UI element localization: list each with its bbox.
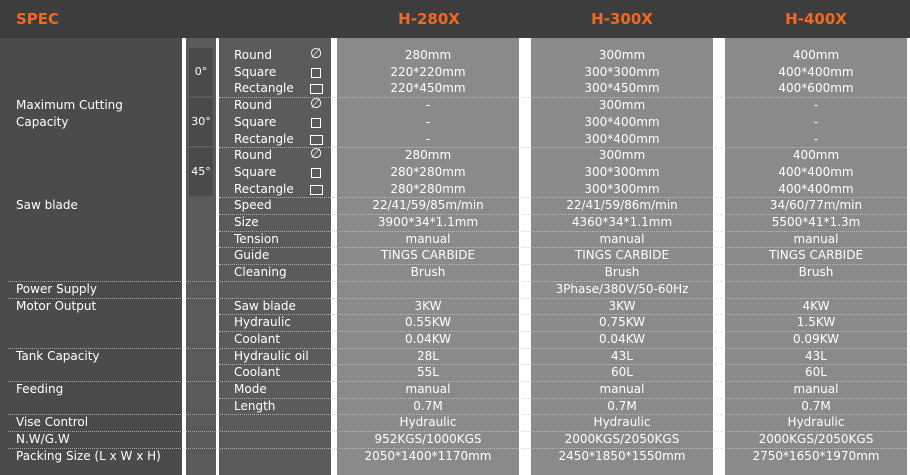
value-cell: 28L [417, 348, 439, 363]
param-label: Coolant [234, 331, 281, 346]
cutting-value-cell: 300*300mm [584, 181, 660, 196]
row-divider [219, 231, 907, 232]
cutting-value-cell: 300*300mm [584, 164, 660, 179]
spec-label: Packing Size (L x W x H) [16, 448, 161, 463]
cutting-value-cell: 280*280mm [390, 164, 466, 179]
value-cell: 4KW [802, 298, 830, 313]
square-icon [311, 168, 321, 178]
value-cell: TINGS CARBIDE [768, 248, 864, 263]
cutting-value-cell: 300mm [598, 48, 646, 62]
param-label: Hydraulic oil [234, 348, 309, 363]
shape-label-square: Square [234, 164, 277, 179]
cutting-value-cell: 400*400mm [778, 181, 854, 196]
spec-label: Tank Capacity [16, 348, 100, 363]
value-cell: 0.04KW [404, 331, 452, 346]
param-label: Hydraulic [234, 315, 291, 330]
value-cell: TINGS CARBIDE [574, 248, 670, 263]
diameter-icon: ∅ [310, 46, 323, 62]
row-divider [219, 331, 907, 332]
param-label: Size [234, 215, 259, 229]
cutting-value-cell: 220*450mm [390, 81, 466, 96]
model-h400x-heading: H-400X [785, 10, 847, 28]
value-cell: 3KW [414, 298, 442, 313]
shape-label-rectangle: Rectangle [234, 81, 294, 96]
rectangle-icon [310, 84, 323, 94]
param-label: Coolant [234, 365, 281, 380]
shape-label-rectangle: Rectangle [234, 131, 294, 146]
square-icon [311, 118, 321, 128]
value-cell: manual [793, 231, 839, 246]
angle-label: 30° [191, 114, 211, 128]
cutting-value-cell: - [813, 114, 819, 129]
row-divider [219, 398, 907, 399]
value-cell: Hydraulic [593, 415, 651, 430]
cutting-value-cell: - [813, 131, 819, 146]
param-label: Guide [234, 248, 270, 263]
value-cell: 55L [417, 365, 439, 380]
cutting-value-cell: 400mm [792, 48, 840, 62]
value-cell: 2050*1400*1170mm [364, 448, 492, 463]
value-cell: 43L [805, 348, 827, 363]
value-cell: 43L [611, 348, 633, 363]
spec-label: Feeding [16, 382, 64, 396]
diameter-icon: ∅ [310, 146, 323, 163]
merged-value-cell: 3Phase/380V/50-60Hz [555, 281, 689, 296]
row-divider [219, 247, 907, 248]
cutting-value-cell: 300*400mm [584, 131, 660, 146]
shape-label-round: Round [234, 48, 272, 62]
cutting-value-cell: 280mm [404, 48, 452, 62]
value-cell: Brush [604, 265, 640, 280]
cutting-value-cell: - [425, 131, 431, 146]
cutting-value-cell: 300mm [598, 148, 646, 163]
value-cell: manual [405, 382, 451, 396]
row-divider [219, 364, 907, 365]
model-h300x-heading: H-300X [591, 10, 653, 28]
spec-heading: SPEC [16, 10, 60, 28]
value-cell: 4360*34*1.1mm [571, 215, 673, 229]
param-label: Mode [234, 382, 267, 396]
cutting-value-cell: 400*400mm [778, 164, 854, 179]
cutting-value-cell: 300*300mm [584, 64, 660, 79]
value-cell: 1.5KW [796, 315, 836, 330]
value-cell: 34/60/77m/min [769, 198, 863, 213]
value-cell: Hydraulic [399, 415, 457, 430]
value-cell: 22/41/59/85m/min [372, 198, 484, 213]
value-cell: 0.75KW [598, 315, 646, 330]
shape-label-round: Round [234, 98, 272, 113]
value-cell: 22/41/59/86m/min [566, 198, 678, 213]
value-cell: 5500*41*1.3m [771, 215, 861, 229]
shape-label-square: Square [234, 114, 277, 129]
model-h280x-heading: H-280X [398, 10, 460, 28]
row-divider [219, 314, 907, 315]
row-divider [219, 214, 907, 215]
shape-label-square: Square [234, 64, 277, 79]
value-cell: manual [793, 382, 839, 396]
cutting-value-cell: 300mm [598, 98, 646, 113]
cutting-value-cell: - [813, 98, 819, 113]
value-cell: 0.7M [413, 398, 443, 413]
param-label: Saw blade [234, 298, 296, 313]
cutting-value-cell: 400*600mm [778, 81, 854, 96]
angle-label: 0° [194, 64, 208, 78]
value-cell: 0.55KW [404, 315, 452, 330]
value-cell: Brush [798, 265, 834, 280]
value-cell: manual [405, 231, 451, 246]
value-cell: 60L [611, 365, 633, 380]
cutting-value-cell: - [425, 114, 431, 129]
cutting-value-cell: 400mm [792, 148, 840, 163]
value-cell: Brush [410, 265, 446, 280]
value-cell: 2450*1850*1550mm [558, 448, 686, 463]
value-cell: 3900*34*1.1mm [377, 215, 479, 229]
rectangle-icon [310, 135, 323, 145]
value-cell: 60L [805, 365, 827, 380]
value-cell: 2000KGS/2050KGS [758, 432, 874, 447]
value-cell: 2000KGS/2050KGS [564, 432, 680, 447]
cutting-capacity-label-1: Maximum Cutting [16, 98, 123, 113]
param-label: Tension [234, 231, 279, 246]
diameter-icon: ∅ [310, 96, 323, 113]
spec-label: Saw blade [16, 198, 78, 213]
value-cell: manual [599, 382, 645, 396]
value-cell: 2750*1650*1970mm [752, 448, 880, 463]
value-cell: TINGS CARBIDE [380, 248, 476, 263]
value-cell: 0.7M [607, 398, 637, 413]
rectangle-icon [310, 185, 323, 195]
shape-label-rectangle: Rectangle [234, 181, 294, 196]
cutting-value-cell: 220*220mm [390, 64, 466, 79]
spec-label: Vise Control [16, 415, 89, 430]
cutting-capacity-label-2: Capacity [16, 114, 69, 129]
angle-label: 45° [191, 164, 211, 178]
spec-label: Power Supply [16, 281, 97, 296]
param-label: Length [234, 398, 276, 413]
param-label: Cleaning [234, 265, 287, 280]
value-cell: Hydraulic [787, 415, 845, 430]
value-cell: 3KW [608, 298, 636, 313]
spec-label: Motor Output [16, 298, 97, 313]
cutting-value-cell: 300*450mm [584, 81, 660, 96]
value-cell: 0.7M [801, 398, 831, 413]
square-icon [311, 68, 321, 78]
cutting-value-cell: 280mm [404, 148, 452, 163]
value-cell: 952KGS/1000KGS [374, 432, 482, 447]
cutting-value-cell: 400*400mm [778, 64, 854, 79]
cutting-value-cell: 280*280mm [390, 181, 466, 196]
spec-label: N.W/G.W [16, 432, 70, 447]
shape-label-round: Round [234, 148, 272, 163]
cutting-value-cell: - [425, 98, 431, 113]
cutting-value-cell: 300*400mm [584, 114, 660, 129]
value-cell: manual [599, 231, 645, 246]
param-label: Speed [234, 198, 272, 213]
row-divider [219, 264, 907, 265]
value-cell: 0.09KW [792, 331, 840, 346]
value-cell: 0.04KW [598, 331, 646, 346]
